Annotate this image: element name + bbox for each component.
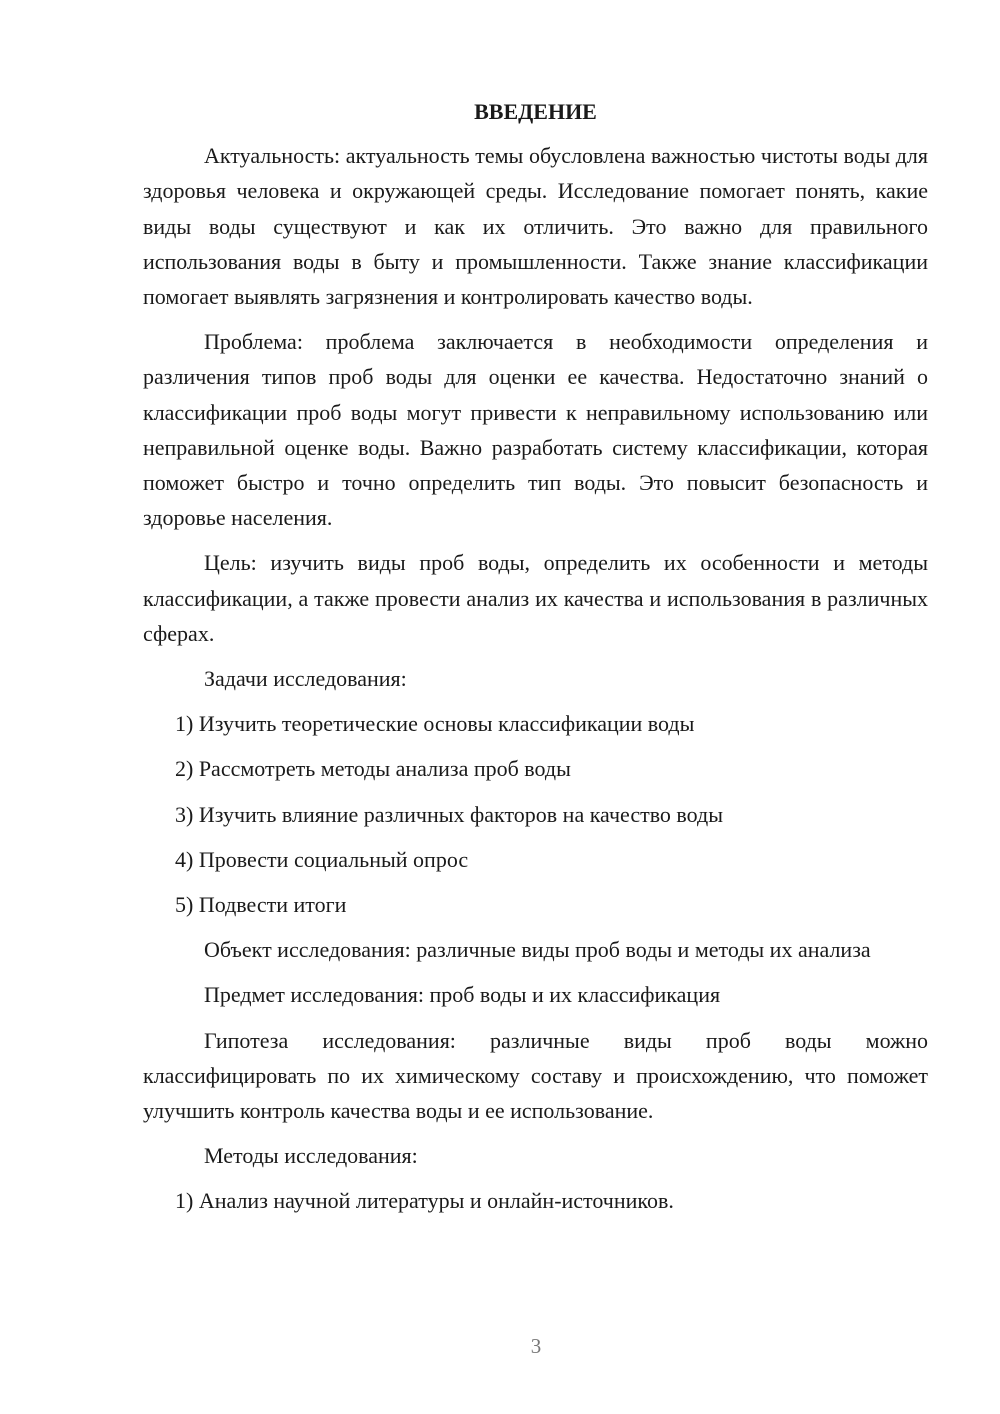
goal-paragraph: Цель: изучить виды проб воды, определить их особенности и методы классификации, а также провести анализ их качества и использования в различных сферах.	[143, 550, 928, 646]
methods-title: Методы исследования:	[204, 1143, 418, 1169]
hypothesis-paragraph: Гипотеза исследования: различные виды проб воды можно классифицировать по их химическому составу и происхождению, что поможет улучшить контроль качества воды и ее использование.	[143, 1027, 928, 1124]
object-paragraph: Объект исследования: различные виды проб воды и методы их анализа	[204, 937, 871, 963]
subject-paragraph: Предмет исследования: проб воды и их классификация	[204, 982, 721, 1008]
page-number: 3	[530, 1334, 542, 1358]
task-item: 4) Провести социальный опрос	[175, 846, 469, 872]
relevance-paragraph: Актуальность: актуальность темы обусловлена важностью чистоты воды для здоровья человека и окружающей среды. Исследование помогает понять, какие виды воды существуют и как их отличить. Это важно для правильного использования воды в быту и промышленности. Также знание классификации помогает выявлять загрязнения и контролировать качество воды.	[143, 143, 928, 310]
task-item: 1) Изучить теоретические основы классификации воды	[175, 711, 695, 737]
method-item: 1) Анализ научной литературы и онлайн-источников.	[175, 1188, 674, 1214]
problem-paragraph: Проблема: проблема заключается в необходимости определения и различения типов проб воды для оценки ее качества. Недостаточно знаний о классификации проб воды могут привести к неправильному использованию или неправильной оценке воды. Важно разработать систему классификации, которая поможет быстро и точно определить тип воды. Это повысит безопасность и здоровье населения.	[143, 329, 928, 531]
section-heading: ВВЕДЕНИЕ	[474, 99, 597, 124]
task-item: 3) Изучить влияние различных факторов на качество воды	[175, 801, 724, 827]
page-content	[143, 94, 928, 1229]
tasks-title: Задачи исследования:	[204, 666, 407, 692]
task-item: 2) Рассмотреть методы анализа проб воды	[175, 756, 571, 782]
task-item: 5) Подвести итоги	[175, 892, 347, 918]
